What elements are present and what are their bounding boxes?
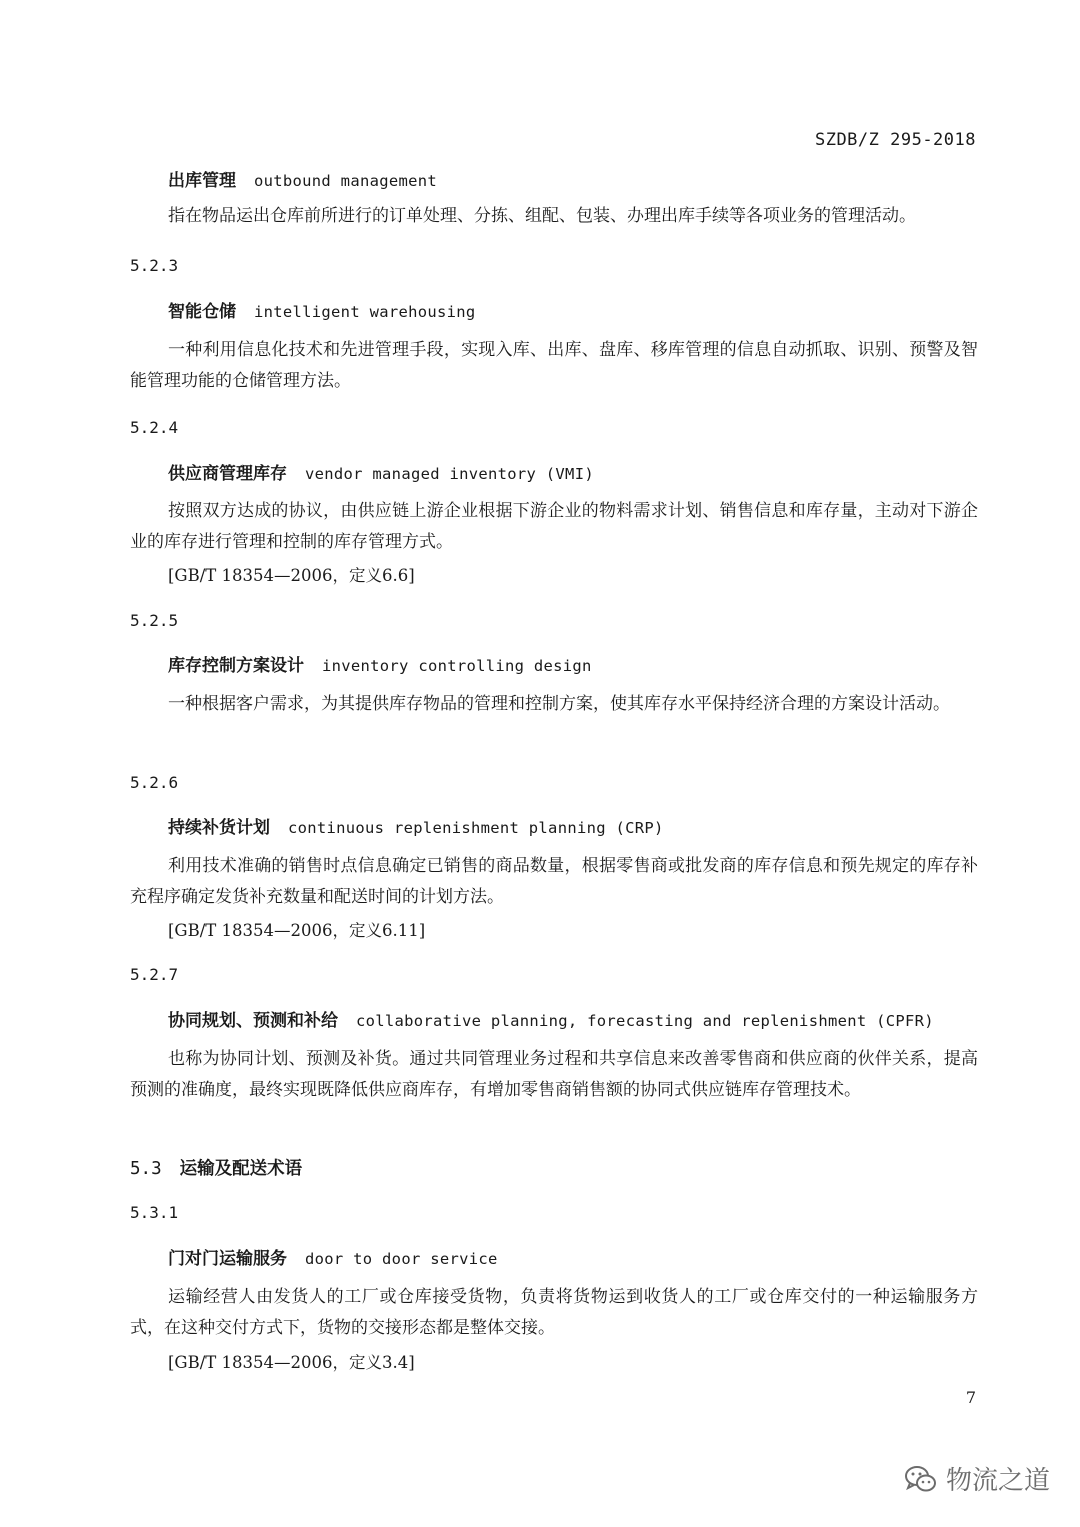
term-heading bbox=[168, 166, 437, 191]
term-definition: 按照双方达成的协议，由供应链上游企业根据下游企业的物料需求计划、销售信息和库存量，主动对下游企业的库存进行管理和控制的库存管理方式。 bbox=[130, 501, 978, 552]
term-en: intelligent warehousing bbox=[254, 303, 476, 321]
term-en: collaborative planning, forecasting and replenishment (CPFR) bbox=[356, 1012, 934, 1030]
term-zh: 持续补货计划 bbox=[168, 818, 270, 838]
term-heading bbox=[168, 459, 594, 484]
term-reference: [GB/T 18354—2006，定义6.11] bbox=[168, 921, 426, 940]
clause-number: 5.2.6 bbox=[130, 773, 179, 792]
page-number: 7 bbox=[965, 1388, 976, 1407]
clause-number: 5.2.7 bbox=[130, 965, 179, 984]
term-definition: 一种根据客户需求，为其提供库存物品的管理和控制方案，使其库存水平保持经济合理的方案设计活动。 bbox=[168, 694, 950, 714]
term-zh: 门对门运输服务 bbox=[168, 1249, 287, 1269]
term-heading bbox=[168, 1006, 934, 1031]
clause-number: 5.2.4 bbox=[130, 418, 179, 437]
term-zh: 库存控制方案设计 bbox=[168, 656, 304, 676]
section-title: 运输及配送术语 bbox=[179, 1159, 303, 1179]
clause-number: 5.2.5 bbox=[130, 611, 179, 630]
term-heading bbox=[168, 297, 476, 322]
section-number: 5.3 bbox=[130, 1159, 162, 1179]
term-heading bbox=[168, 1244, 498, 1269]
section-heading bbox=[130, 1155, 302, 1180]
term-definition: 也称为协同计划、预测及补货。通过共同管理业务过程和共享信息来改善零售商和供应商的伙伴关系，提高预测的准确度，最终实现既降低供应商库存，有增加零售商销售额的协同式供应链库存管理技术。 bbox=[130, 1049, 978, 1100]
term-en: vendor managed inventory (VMI) bbox=[305, 465, 594, 483]
term-en: inventory controlling design bbox=[322, 657, 592, 675]
term-en: door to door service bbox=[305, 1250, 498, 1268]
term-zh: 协同规划、预测和补给 bbox=[168, 1011, 338, 1031]
term-heading bbox=[168, 813, 664, 838]
term-definition: 一种利用信息化技术和先进管理手段，实现入库、出库、盘库、移库管理的信息自动抓取、识别、预警及智能管理功能的仓储管理方法。 bbox=[130, 340, 978, 391]
term-en: continuous replenishment planning (CRP) bbox=[288, 819, 664, 837]
clause-number: 5.2.3 bbox=[130, 256, 179, 275]
term-definition: 运输经营人由发货人的工厂或仓库接受货物，负责将货物运到收货人的工厂或仓库交付的一种运输服务方式，在这种交付方式下，货物的交接形态都是整体交接。 bbox=[130, 1287, 978, 1338]
term-definition: 利用技术准确的销售时点信息确定已销售的商品数量，根据零售商或批发商的库存信息和预先规定的库存补充程序确定发货补充数量和配送时间的计划方法。 bbox=[130, 856, 978, 907]
document-code: SZDB/Z 295-2018 bbox=[814, 130, 976, 150]
term-definition: 指在物品运出仓库前所进行的订单处理、分拣、组配、包装、办理出库手续等各项业务的管理活动。 bbox=[168, 206, 916, 226]
term-reference: [GB/T 18354—2006，定义6.6] bbox=[168, 566, 415, 585]
term-heading bbox=[168, 651, 592, 676]
wechat-icon bbox=[904, 1464, 938, 1494]
clause-number: 5.3.1 bbox=[130, 1203, 179, 1222]
watermark-text: 物流之道 bbox=[946, 1466, 1051, 1496]
term-reference: [GB/T 18354—2006，定义3.4] bbox=[168, 1353, 415, 1372]
term-zh: 出库管理 bbox=[168, 171, 236, 191]
term-zh: 智能仓储 bbox=[168, 302, 236, 322]
watermark bbox=[904, 1460, 1050, 1497]
term-en: outbound management bbox=[254, 172, 438, 190]
term-zh: 供应商管理库存 bbox=[168, 464, 287, 484]
